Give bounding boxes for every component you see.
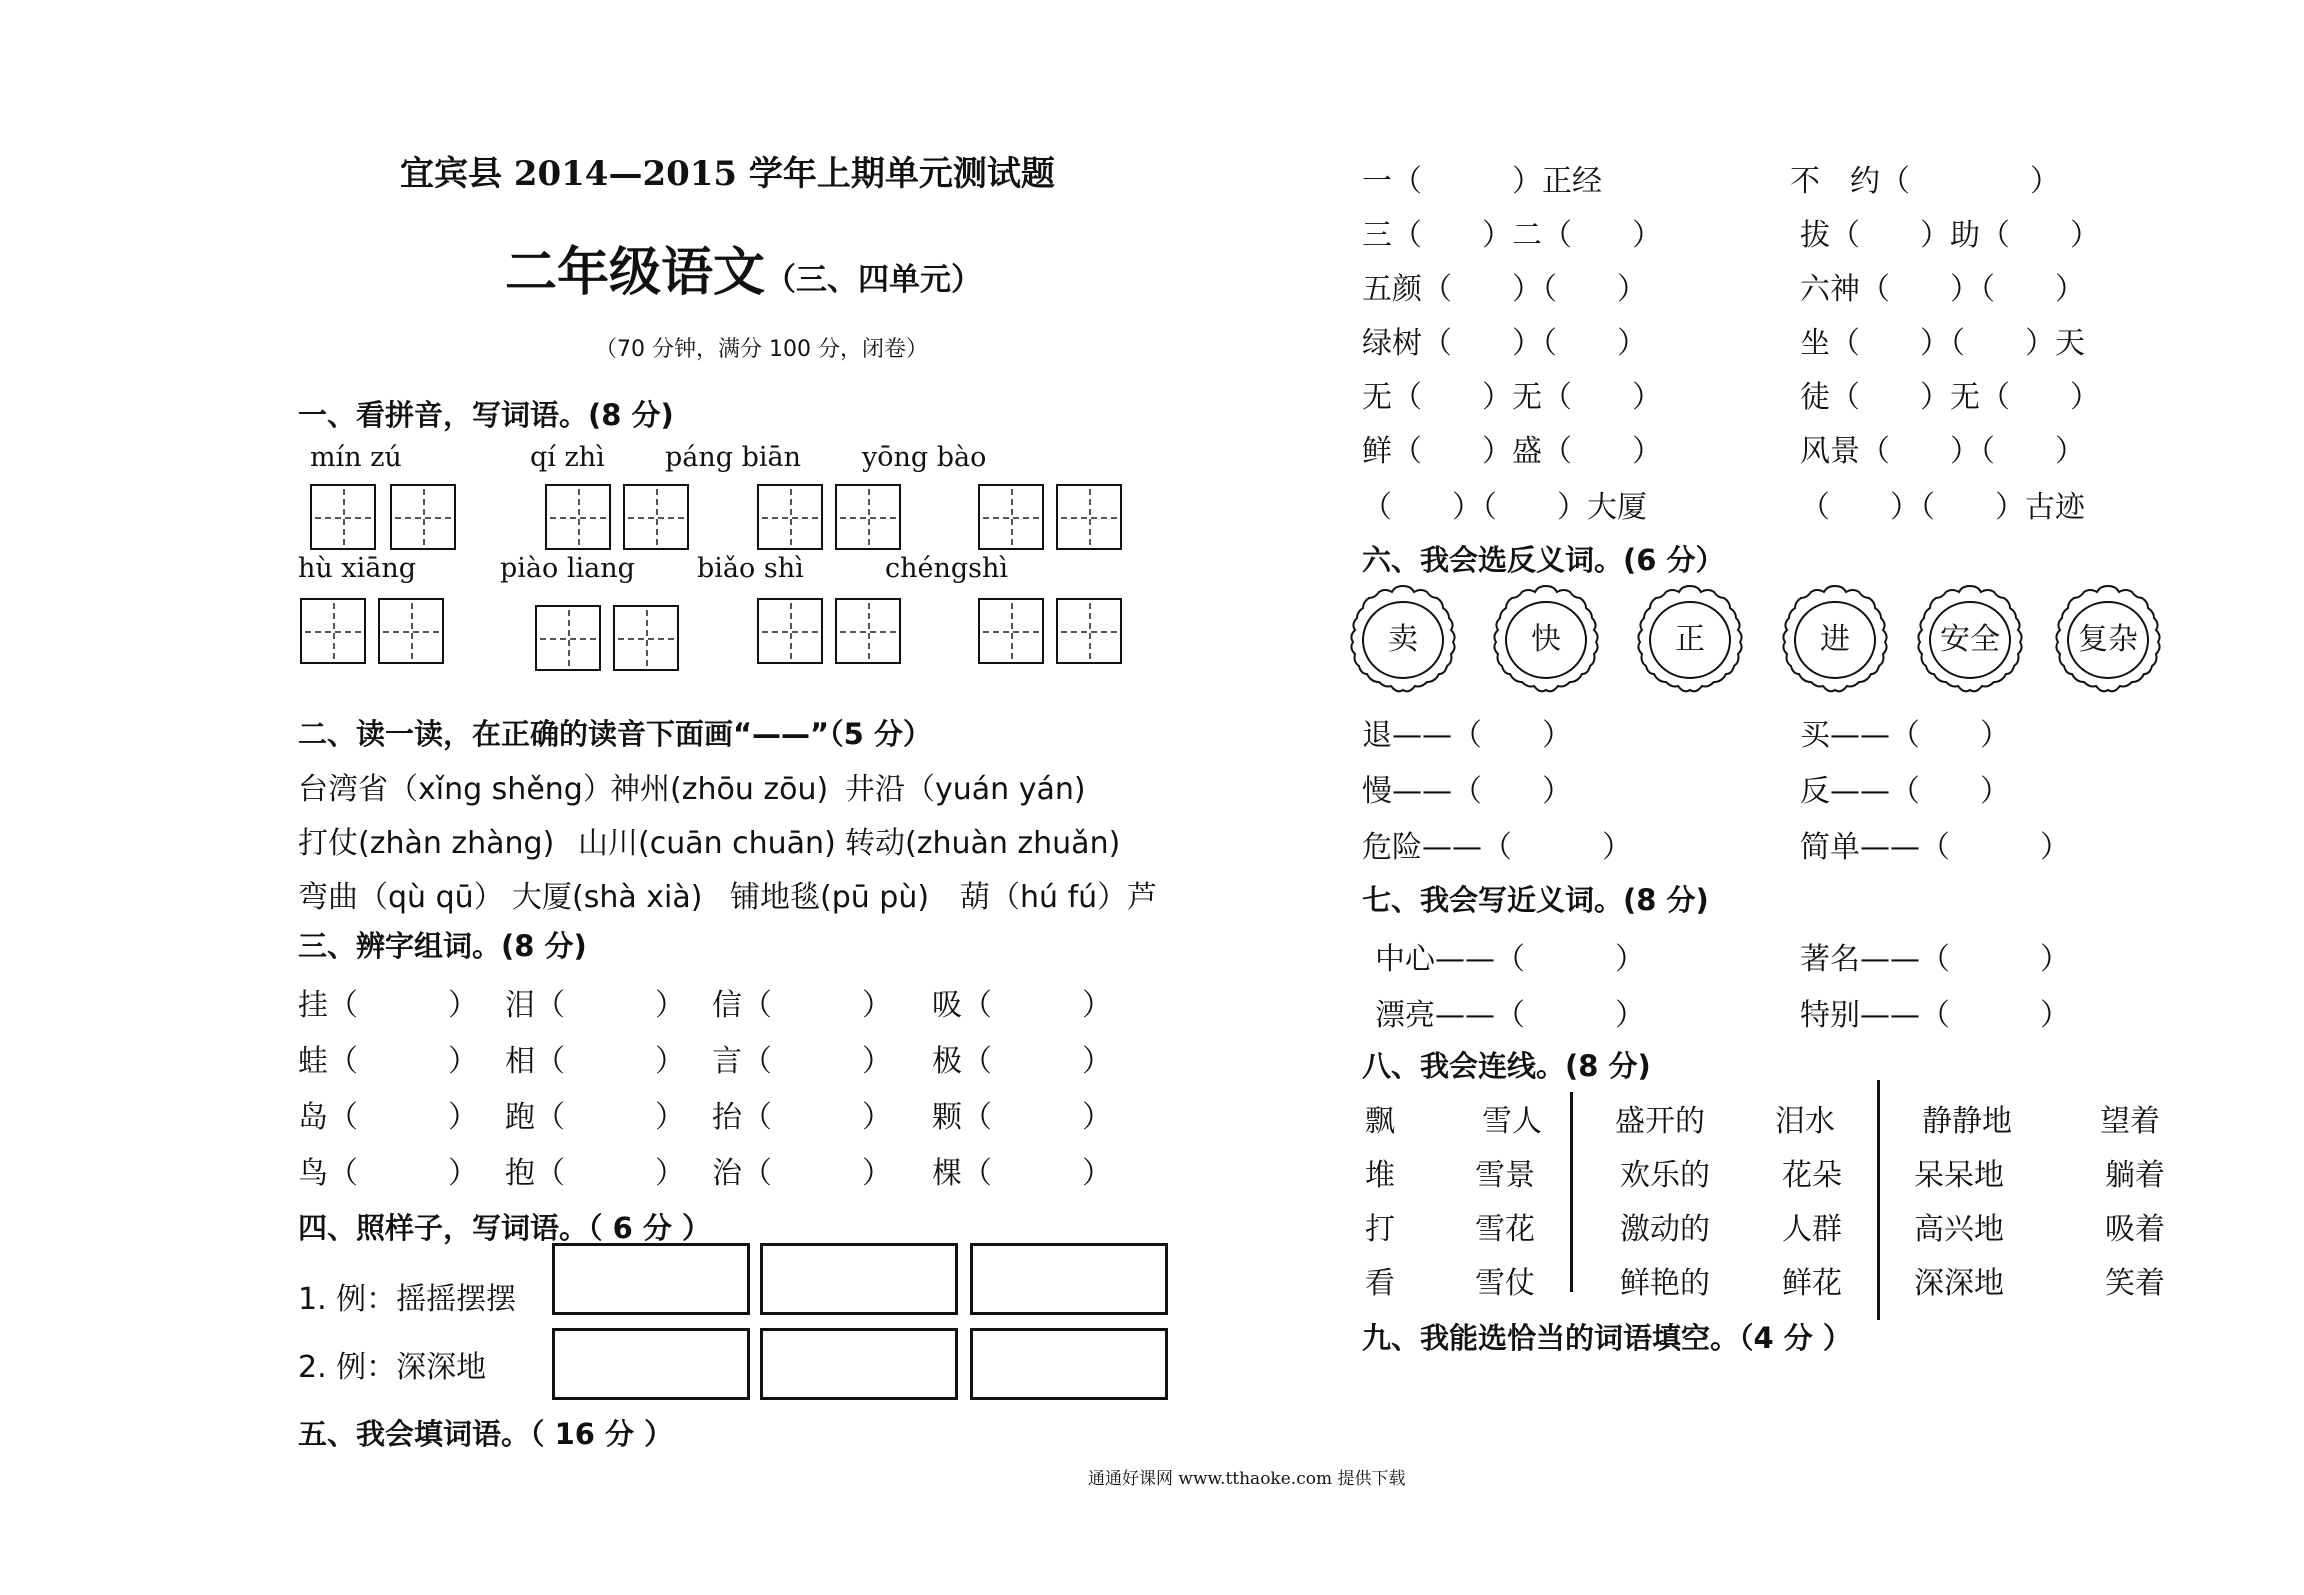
match-word[interactable]: 深深地 bbox=[1914, 1266, 2004, 1301]
match-word[interactable]: 雪花 bbox=[1475, 1212, 1535, 1247]
section9-heading: 九、我能选恰当的词语填空。（4 分 ） bbox=[1362, 1321, 1852, 1355]
example-2: 2. 例：深深地 bbox=[298, 1350, 487, 1385]
word-group-item[interactable]: 相（ ） bbox=[505, 1044, 685, 1079]
fill-word-item[interactable]: 绿树（ ）（ ） bbox=[1362, 326, 1647, 361]
reading-item-text: 台湾省（xǐng shěng） bbox=[298, 772, 613, 807]
word-group-item[interactable]: 蛙（ ） bbox=[298, 1044, 478, 1079]
reading-item bbox=[298, 872, 504, 916]
writing-box[interactable] bbox=[390, 484, 456, 550]
word-group-item[interactable]: 信（ ） bbox=[712, 988, 892, 1023]
match-word[interactable]: 静静地 bbox=[1922, 1104, 2012, 1139]
section1-heading: 一、看拼音，写词语。(8 分) bbox=[298, 398, 674, 432]
match-word[interactable]: 吸着 bbox=[2105, 1212, 2165, 1247]
synonym-item[interactable]: 漂亮——（ ） bbox=[1375, 998, 1645, 1033]
writing-box[interactable] bbox=[835, 484, 901, 550]
reading-item-text: 神州(zhōu zōu) bbox=[610, 772, 829, 807]
match-word[interactable]: 躺着 bbox=[2105, 1158, 2165, 1193]
match-word[interactable]: 雪人 bbox=[1482, 1104, 1542, 1139]
pinyin-1: mín zú bbox=[310, 442, 402, 473]
reading-item bbox=[578, 818, 836, 862]
match-word[interactable]: 看 bbox=[1365, 1266, 1395, 1301]
fill-word-item[interactable]: 无（ ）无（ ） bbox=[1362, 380, 1662, 415]
flower-word bbox=[2050, 582, 2166, 698]
answer-box[interactable] bbox=[552, 1243, 750, 1315]
synonym-item[interactable]: 特别——（ ） bbox=[1800, 998, 2070, 1033]
writing-box[interactable] bbox=[978, 484, 1044, 550]
reading-item-text: 弯曲（qù qū） bbox=[298, 880, 504, 915]
fill-word-item[interactable]: 拔（ ）助（ ） bbox=[1800, 218, 2100, 253]
pinyin-8: chéngshì bbox=[885, 553, 1009, 584]
writing-box[interactable] bbox=[310, 484, 376, 550]
section3-heading: 三、辨字组词。(8 分) bbox=[298, 929, 587, 963]
match-word[interactable]: 堆 bbox=[1365, 1158, 1395, 1193]
flower-word bbox=[1632, 582, 1748, 698]
fill-word-item[interactable]: 徒（ ）无（ ） bbox=[1800, 380, 2100, 415]
flower-word-text: 快 bbox=[1531, 622, 1561, 657]
fill-word-item[interactable]: 风景（ ）（ ） bbox=[1800, 434, 2085, 469]
match-word[interactable]: 盛开的 bbox=[1615, 1104, 1705, 1139]
fill-word-item[interactable]: 鲜（ ）盛（ ） bbox=[1362, 434, 1662, 469]
reading-item bbox=[845, 818, 1120, 862]
word-group-item[interactable]: 治（ ） bbox=[712, 1156, 892, 1191]
writing-box[interactable] bbox=[613, 605, 679, 671]
writing-box[interactable] bbox=[535, 605, 601, 671]
answer-box[interactable] bbox=[970, 1328, 1168, 1400]
writing-box[interactable] bbox=[978, 598, 1044, 664]
word-group-item[interactable]: 极（ ） bbox=[932, 1044, 1112, 1079]
fill-word-item[interactable]: 不 约（ ） bbox=[1790, 164, 2060, 199]
answer-box[interactable] bbox=[760, 1243, 958, 1315]
fill-word-item[interactable]: 一（ ）正经 bbox=[1362, 164, 1602, 199]
answer-box[interactable] bbox=[970, 1243, 1168, 1315]
reading-item bbox=[512, 872, 702, 916]
word-group-item[interactable]: 泪（ ） bbox=[505, 988, 685, 1023]
divider bbox=[1877, 1080, 1880, 1320]
synonym-item[interactable]: 中心——（ ） bbox=[1375, 942, 1645, 977]
reading-item-text: 大厦(shà xià) bbox=[512, 880, 703, 915]
fill-word-item[interactable]: 坐（ ）（ ）天 bbox=[1800, 326, 2085, 361]
match-word[interactable]: 笑着 bbox=[2105, 1266, 2165, 1301]
subtitle-unit: （三、四单元） bbox=[765, 262, 983, 298]
word-group-item[interactable]: 挂（ ） bbox=[298, 988, 478, 1023]
match-word[interactable]: 飘 bbox=[1365, 1104, 1395, 1139]
flower-word-text: 安全 bbox=[1940, 622, 2000, 657]
antonym-item[interactable]: 退——（ ） bbox=[1362, 718, 1572, 753]
exam-title: 宜宾县 2014—2015 学年上期单元测试题 bbox=[400, 154, 1055, 194]
reading-item bbox=[298, 818, 554, 862]
word-group-item[interactable]: 抱（ ） bbox=[505, 1156, 685, 1191]
match-word[interactable]: 泪水 bbox=[1775, 1104, 1835, 1139]
reading-item-text: 铺地毯(pū pù) bbox=[730, 880, 930, 915]
section2-heading: 二、读一读，在正确的读音下面画“——”（5 分） bbox=[298, 717, 932, 751]
match-word[interactable]: 打 bbox=[1365, 1212, 1395, 1247]
word-group-item[interactable]: 吸（ ） bbox=[932, 988, 1112, 1023]
word-group-item[interactable]: 跑（ ） bbox=[505, 1100, 685, 1135]
antonym-item[interactable]: 危险——（ ） bbox=[1362, 830, 1632, 865]
match-word[interactable]: 鲜艳的 bbox=[1620, 1266, 1710, 1301]
word-group-item[interactable]: 抬（ ） bbox=[712, 1100, 892, 1135]
match-word[interactable]: 欢乐的 bbox=[1620, 1158, 1710, 1193]
match-word[interactable]: 雪景 bbox=[1475, 1158, 1535, 1193]
pinyin-5: hù xiāng bbox=[298, 553, 416, 584]
section6-heading: 六、我会选反义词。(6 分） bbox=[1362, 543, 1725, 577]
match-word[interactable]: 花朵 bbox=[1782, 1158, 1842, 1193]
flower-word bbox=[1912, 582, 2028, 698]
section7-heading: 七、我会写近义词。(8 分) bbox=[1362, 883, 1709, 917]
fill-word-item[interactable]: （ ）（ ）大厦 bbox=[1362, 490, 1647, 525]
reading-item bbox=[845, 764, 1086, 808]
section5-heading: 五、我会填词语。（ 16 分 ） bbox=[298, 1417, 674, 1451]
match-word[interactable]: 鲜花 bbox=[1782, 1266, 1842, 1301]
reading-item-text: 井沿（yuán yán) bbox=[845, 772, 1086, 807]
writing-box[interactable] bbox=[378, 598, 444, 664]
answer-box[interactable] bbox=[552, 1328, 750, 1400]
section4-heading: 四、照样子，写词语。（ 6 分 ） bbox=[298, 1211, 711, 1245]
reading-item-text: 打仗(zhàn zhàng) bbox=[298, 826, 555, 861]
pinyin-2: qí zhì bbox=[530, 442, 605, 473]
match-word[interactable]: 雪仗 bbox=[1475, 1266, 1535, 1301]
reading-item-text: 转动(zhuàn zhuǎn) bbox=[845, 826, 1121, 861]
reading-item bbox=[610, 764, 828, 808]
flower-word bbox=[1488, 582, 1604, 698]
match-word[interactable]: 高兴地 bbox=[1914, 1212, 2004, 1247]
word-group-item[interactable]: 鸟（ ） bbox=[298, 1156, 478, 1191]
reading-item bbox=[730, 872, 929, 916]
writing-box[interactable] bbox=[757, 598, 823, 664]
reading-item bbox=[960, 872, 1157, 916]
writing-box[interactable] bbox=[1056, 484, 1122, 550]
flower-word-text: 进 bbox=[1820, 622, 1850, 657]
answer-box[interactable] bbox=[760, 1328, 958, 1400]
match-word[interactable]: 人群 bbox=[1782, 1212, 1842, 1247]
match-word[interactable]: 呆呆地 bbox=[1914, 1158, 2004, 1193]
fill-word-item[interactable]: 六神（ ）（ ） bbox=[1800, 272, 2085, 307]
word-group-item[interactable]: 棵（ ） bbox=[932, 1156, 1112, 1191]
exam-note: （70 分钟，满分 100 分，闭卷） bbox=[595, 337, 928, 362]
flower-word bbox=[1345, 582, 1461, 698]
example-1: 1. 例：摇摇摆摆 bbox=[298, 1282, 517, 1317]
flower-word-text: 卖 bbox=[1388, 622, 1418, 657]
flower-word-text: 正 bbox=[1675, 622, 1705, 657]
divider bbox=[1570, 1092, 1573, 1292]
flower-word bbox=[1777, 582, 1893, 698]
footer-text: 通通好课网 www.tthaoke.com 提供下载 bbox=[1088, 1469, 1406, 1489]
word-group-item[interactable]: 颗（ ） bbox=[932, 1100, 1112, 1135]
pinyin-4: yōng bào bbox=[862, 442, 987, 473]
reading-item-text: 葫（hú fú）芦 bbox=[960, 880, 1158, 915]
writing-box[interactable] bbox=[300, 598, 366, 664]
fill-word-item[interactable]: 五颜（ ）（ ） bbox=[1362, 272, 1647, 307]
writing-box[interactable] bbox=[835, 598, 901, 664]
match-word[interactable]: 激动的 bbox=[1620, 1212, 1710, 1247]
antonym-item[interactable]: 简单——（ ） bbox=[1800, 830, 2070, 865]
flower-word-text: 复杂 bbox=[2078, 622, 2138, 657]
match-word[interactable]: 望着 bbox=[2100, 1104, 2160, 1139]
fill-word-item[interactable]: 三（ ）二（ ） bbox=[1362, 218, 1662, 253]
writing-box[interactable] bbox=[757, 484, 823, 550]
writing-box[interactable] bbox=[1056, 598, 1122, 664]
exam-subtitle bbox=[505, 230, 982, 305]
subtitle-text: 二年级语文 bbox=[505, 243, 766, 303]
antonym-item[interactable]: 反——（ ） bbox=[1800, 774, 2010, 809]
pinyin-7: biǎo shì bbox=[697, 553, 804, 584]
antonym-item[interactable]: 买——（ ） bbox=[1800, 718, 2010, 753]
antonym-item[interactable]: 慢——（ ） bbox=[1362, 774, 1572, 809]
word-group-item[interactable]: 言（ ） bbox=[712, 1044, 892, 1079]
section8-heading: 八、我会连线。(8 分) bbox=[1362, 1049, 1651, 1083]
pinyin-3: páng biān bbox=[665, 442, 802, 473]
writing-box[interactable] bbox=[623, 484, 689, 550]
writing-box[interactable] bbox=[545, 484, 611, 550]
word-group-item[interactable]: 岛（ ） bbox=[298, 1100, 478, 1135]
fill-word-item[interactable]: （ ）（ ）古迹 bbox=[1800, 490, 2085, 525]
reading-item-text: 山川(cuān chuān) bbox=[578, 826, 836, 861]
reading-item bbox=[298, 764, 613, 808]
synonym-item[interactable]: 著名——（ ） bbox=[1800, 942, 2070, 977]
pinyin-6: piào liang bbox=[500, 553, 635, 584]
